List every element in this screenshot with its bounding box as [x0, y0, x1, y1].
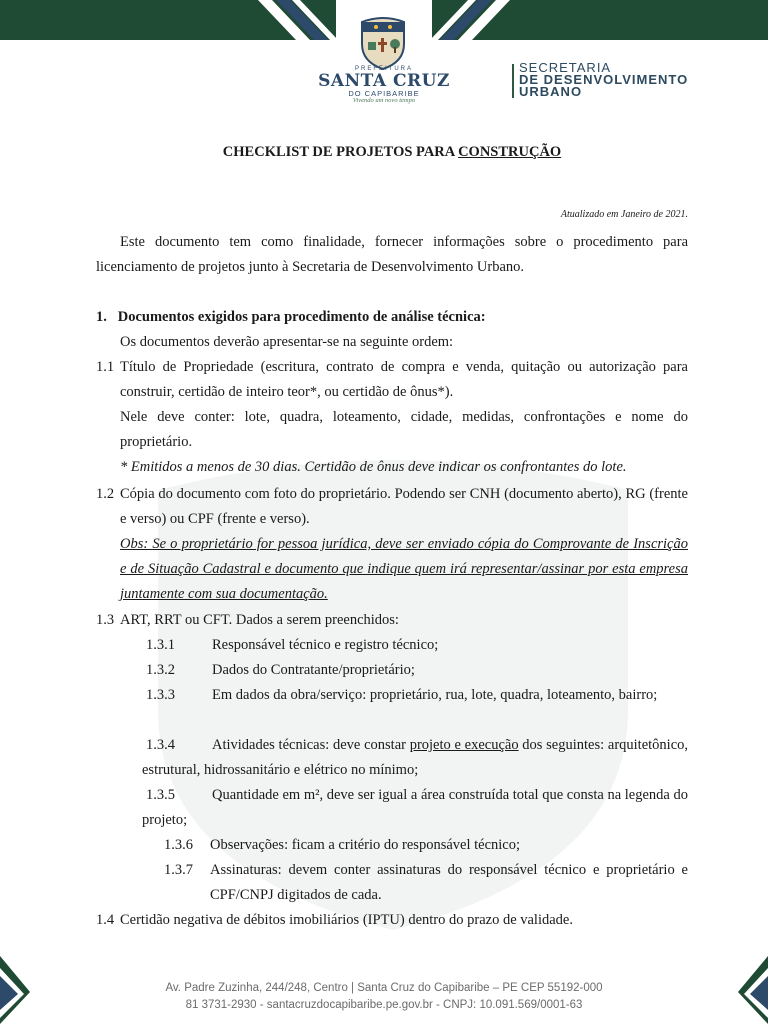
item-1-4-text: Certidão negativa de débitos imobiliários (IPTU) dentro do prazo de validade. [120, 912, 573, 928]
sub-1-3-3: 1.3.3 Em dados da obra/serviço: proprietário, rua, lote, quadra, loteamento, bairro; [146, 687, 658, 703]
sub-1-3-5: 1.3.5 Quantidade em m², deve ser igual a área construída total que consta na legenda do projeto; [142, 787, 688, 828]
footer-phone-site-cnpj: 81 3731-2930 - santacruzdocapibaribe.pe.gov.br - CNPJ: 10.091.569/0001-63 [185, 999, 583, 1011]
item-1-4 [96, 908, 688, 933]
item-1-1 [96, 355, 688, 405]
item-1-1-note: * Emitidos a menos de 30 dias. Certidão de ônus deve indicar os confrontantes do lote. [120, 459, 627, 475]
secretaria-logo [519, 62, 688, 98]
section-1-lead: Os documentos deverão apresentar-se na seguinte ordem: [120, 334, 454, 350]
item-1-1-number: 1.1 [96, 359, 115, 375]
item-1-1-text: Título de Propriedade (escritura, contrato de compra e venda, quitação ou autorização para construir, certidão de inteiro teor*, ou certidão de ônus*). [120, 359, 688, 400]
underlined-phrase: projeto e execução [409, 737, 519, 753]
document-title: CHECKLIST DE PROJETOS PARA CONSTRUÇÃO [222, 144, 562, 160]
secretaria-divider [512, 64, 514, 98]
sub-1-3-4: 1.3.4 Atividades técnicas: deve constar projeto e execução dos seguintes: arquitetônico, estrutural, hidrossanitário e elétrico no mínimo; [142, 737, 689, 778]
section-1-heading: 1. Documentos exigidos para procedimento de análise técnica: [96, 309, 486, 325]
item-1-2 [96, 482, 688, 532]
item-1-1-extra: Nele deve conter: lote, quadra, loteamento, cidade, medidas, confrontações e nome do proprietário. [120, 409, 688, 450]
logo-city-name: SANTA CRUZ [318, 71, 450, 91]
logo-city-sub: DO CAPIBARIBE [348, 89, 420, 98]
footer-address: Av. Padre Zuzinha, 244/248, Centro | Santa Cruz do Capibaribe – PE CEP 55192-000 [165, 982, 603, 994]
secretaria-line-2: DE DESENVOLVIMENTO [519, 72, 689, 87]
logo-prefeitura-text: PREFEITURA [354, 66, 413, 72]
item-1-3-text: ART, RRT ou CFT. Dados a serem preenchidos: [120, 612, 399, 628]
sub-1-3-6: 1.3.6 Observações: ficam a critério do responsável técnico; [164, 837, 521, 853]
secretaria-line-3: URBANO [519, 84, 583, 99]
item-1-4-number: 1.4 [96, 912, 115, 928]
secretaria-line-1: SECRETARIA [519, 60, 612, 75]
item-1-2-obs: Obs: Se o proprietário for pessoa jurídica, deve ser enviado cópia do Comprovante de Inscrição e de Situação Cadastral e documento que indique quem irá representar/assinar por esta empresa juntamente com sua documentação. [120, 536, 688, 602]
sub-1-3-1: 1.3.1 Responsável técnico e registro técnico; [146, 637, 439, 653]
item-1-2-number: 1.2 [96, 486, 115, 502]
sub-1-3-2: 1.3.2 Dados do Contratante/proprietário; [146, 662, 415, 678]
item-1-3-number: 1.3 [96, 612, 115, 628]
item-1-2-text: Cópia do documento com foto do proprietário. Podendo ser CNH (documento aberto), RG (frente e verso) ou CPF (frente e verso). [120, 486, 688, 527]
intro-paragraph: Este documento tem como finalidade, fornecer informações sobre o procedimento para licenciamento de projetos junto à Secretaria de Desenvolvimento Urbano. [96, 234, 688, 275]
city-crest-logo [358, 14, 408, 70]
title-underlined-word: CONSTRUÇÃO [458, 144, 562, 160]
sub-1-3-7: 1.3.7 Assinaturas: devem conter assinaturas do responsável técnico e proprietário e CPF/CNPJ digitados de cada. [164, 862, 688, 903]
footer-contact [0, 980, 768, 1014]
logo-slogan: Vivendo um novo tempo [352, 97, 416, 104]
item-1-3 [96, 608, 688, 633]
section-1-number: 1. [96, 309, 107, 325]
updated-date: Atualizado em Janeiro de 2021. [560, 209, 688, 220]
